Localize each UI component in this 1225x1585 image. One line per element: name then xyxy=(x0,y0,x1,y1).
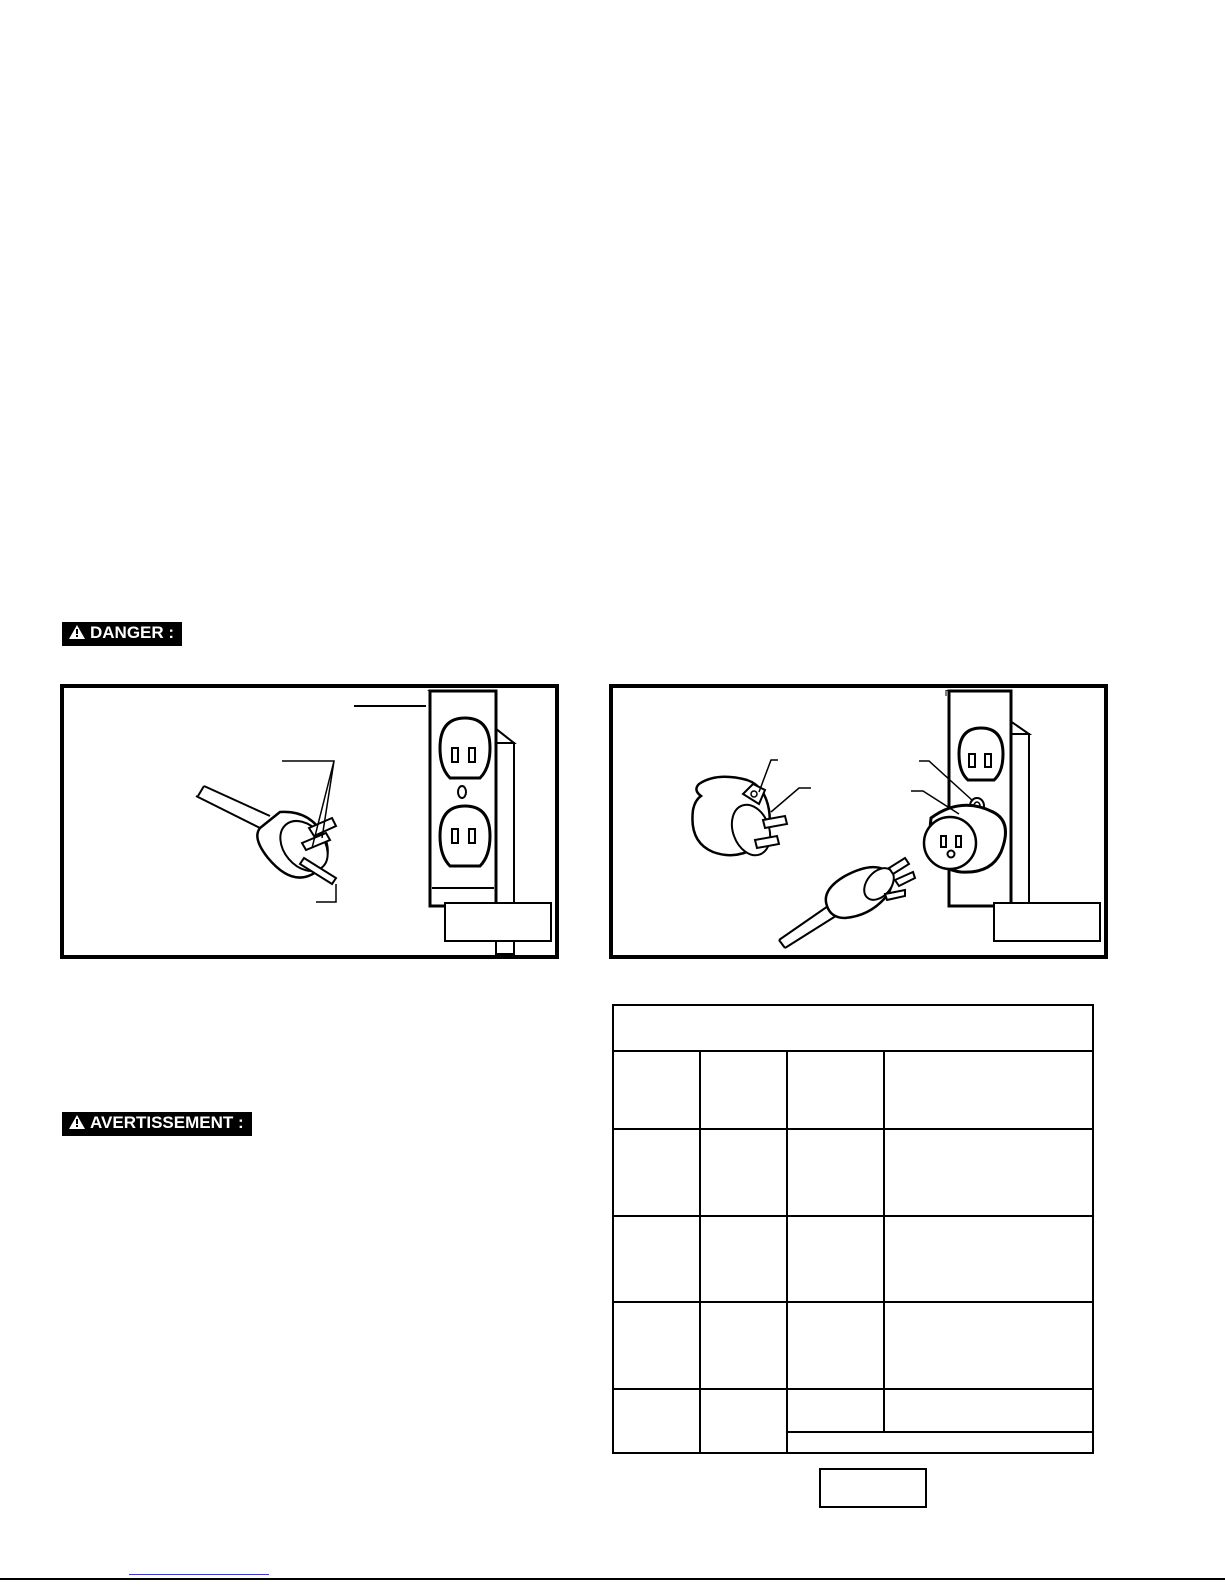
avertissement-text: AVERTISSEMENT : xyxy=(90,1113,244,1132)
danger-label xyxy=(62,622,182,646)
grounded-plug-icon xyxy=(826,858,915,918)
footer-link-underline[interactable] xyxy=(129,1574,269,1575)
figure-grounded-plug xyxy=(60,684,559,959)
table-grid xyxy=(612,1004,1094,1454)
avertissement-label xyxy=(62,1112,252,1136)
warning-triangle-icon xyxy=(68,624,86,646)
table-caption xyxy=(819,1468,927,1508)
figure-adapter xyxy=(609,684,1108,959)
figure-caption-left xyxy=(444,902,552,942)
adapter-icon xyxy=(692,777,787,861)
figure-caption-right xyxy=(993,902,1101,942)
extension-cord-table xyxy=(612,1004,1094,1454)
warning-triangle-icon xyxy=(68,1114,86,1136)
footer-rule xyxy=(0,1578,1225,1580)
danger-text: DANGER : xyxy=(90,623,175,642)
grounded-plug-icon xyxy=(257,812,337,884)
